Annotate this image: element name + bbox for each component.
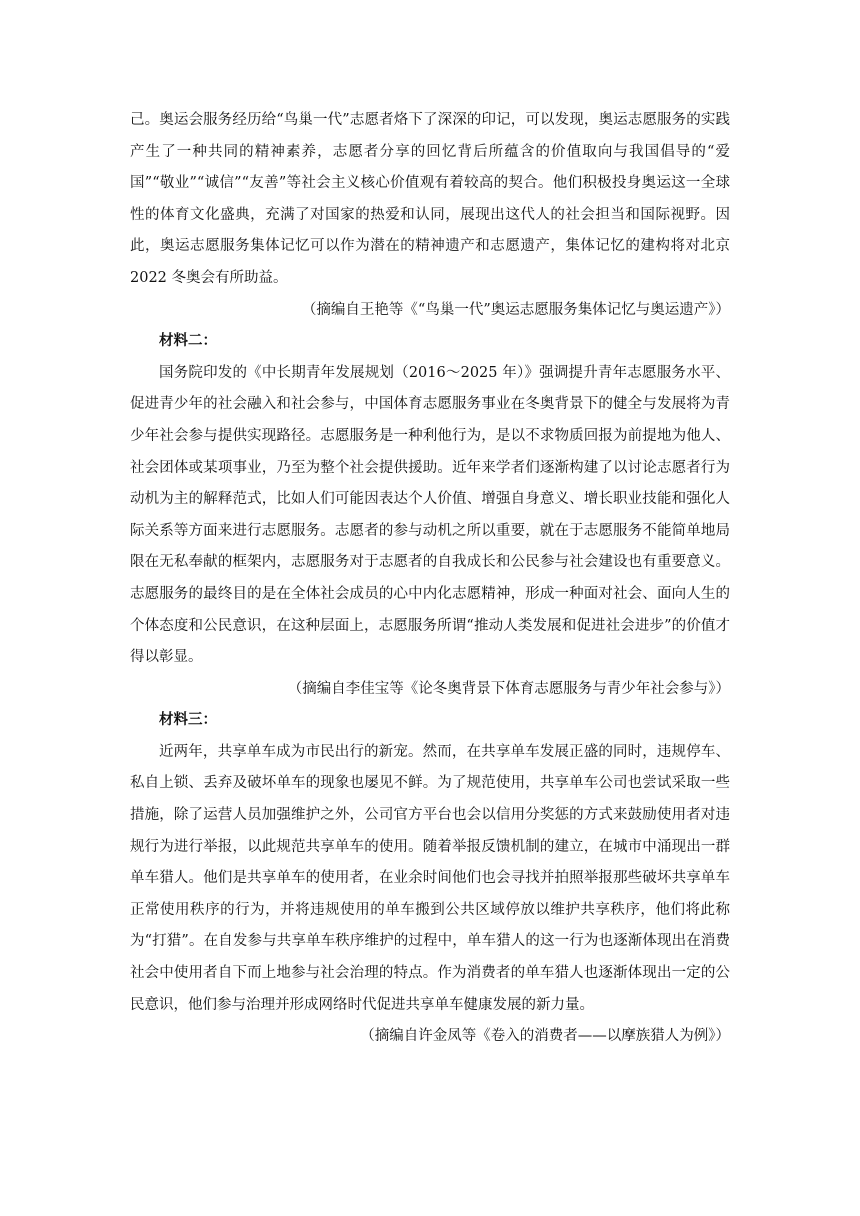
material-one-continuation: 己。奥运会服务经历给“鸟巢一代”志愿者烙下了深深的印记，可以发现，奥运志愿服务的实践产生了一种共同的精神素养，志愿者分享的回忆背后所蕴含的价值取向与我国倡导的“爱国”“敬业”“诚信”“友善”等社会主义核心价值观有着较高的契合。他们积极投身奥运这一全球性的体育文化盛典，充满了对国家的热爱和认同，展现出这代人的社会担当和国际视野。因此，奥运志愿服务集体记忆可以作为潜在的精神遗产和志愿遗产，集体记忆的建构将对北京 2022 冬奥会有所助益。: [130, 112, 730, 286]
material-two-body: 国务院印发的《中长期青年发展规划（2016～2025 年）》强调提升青年志愿服务水平、促进青少年的社会融入和社会参与，中国体育志愿服务事业在冬奥背景下的健全与发展将为青少年社会参与提供实现路径。志愿服务是一种利他行为，是以不求物质回报为前提地为他人、社会团体或某项事业，乃至为整个社会提供援助。近年来学者们逐渐构建了以讨论志愿者行为动机为主的解释范式，比如人们可能因表达个人价值、增强自身意义、增长职业技能和强化人际关系等方面来进行志愿服务。志愿者的参与动机之所以重要，就在于志愿服务不能简单地局限在无私奉献的框架内，志愿服务对于志愿者的自我成长和公民参与社会建设也有重要意义。志愿服务的最终目的是在全体社会成员的心中内化志愿精神，形成一种面对社会、面向人生的个体态度和公民意识，在这种层面上，志愿服务所谓“推动人类发展和促进社会进步”的价值才得以彰显。: [130, 364, 730, 666]
material-one-source: （摘编自王艳等《“鸟巢一代”奥运志愿服务集体记忆与奥运遗产》）: [301, 301, 730, 318]
document-page: [130, 105, 730, 1053]
material-three-body: 近两年，共享单车成为市民出行的新宠。然而，在共享单车发展正盛的同时，违规停车、私自上锁、丢弃及破坏单车的现象也屡见不鲜。为了规范使用，共享单车公司也尝试采取一些措施，除了运营人员加强维护之外，公司官方平台也会以信用分奖惩的方式来鼓励使用者对违规行为进行举报，以此规范共享单车的使用。随着举报反馈机制的建立，在城市中涌现出一群单车猎人。他们是共享单车的使用者，在业余时间他们也会寻找并拍照举报那些破坏共享单车正常使用秩序的行为，并将违规使用的单车搬到公共区域停放以维护共享秩序，他们将此称为“打猎”。在自发参与共享单车秩序维护的过程中，单车猎人的这一行为也逐渐体现出在消费社会中使用者自下而上地参与社会治理的特点。作为消费者的单车猎人也逐渐体现出一定的公民意识，他们参与治理并形成网络时代促进共享单车健康发展的新力量。: [130, 743, 730, 1013]
material-three-heading: 材料三：: [159, 712, 217, 729]
material-three-source: （摘编自许金凤等《卷入的消费者——以摩族猎人为例》）: [360, 1028, 730, 1045]
material-two-source: （摘编自李佳宝等《论冬奥背景下体育志愿服务与青少年社会参与》）: [287, 680, 730, 697]
material-two-heading: 材料二：: [159, 333, 217, 350]
